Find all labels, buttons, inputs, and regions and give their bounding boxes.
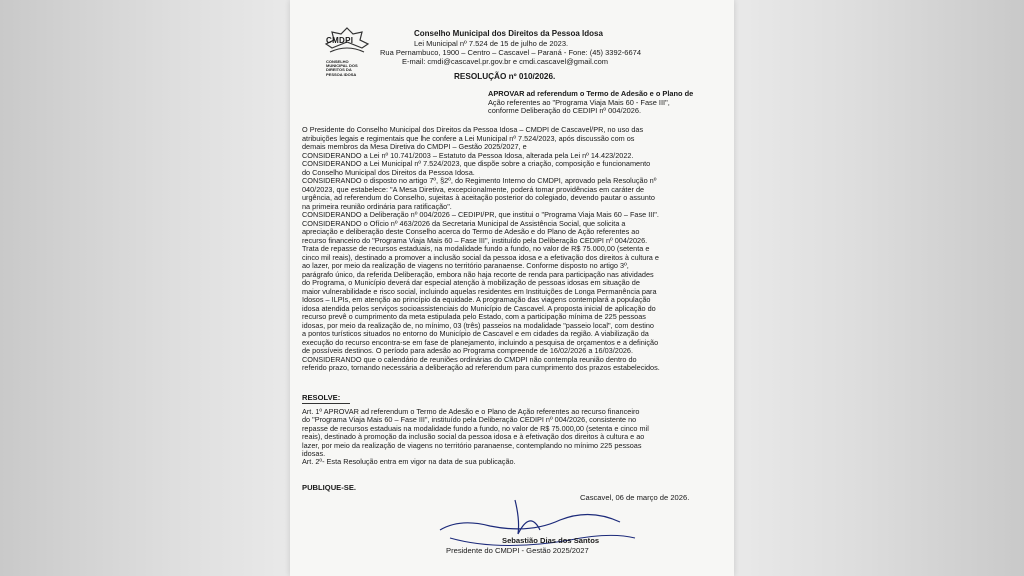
body-text	[302, 126, 722, 373]
body-line: O Presidente do Conselho Municipal dos Direitos da Pessoa Idosa – CMDPI de Cascavel/PR, no uso das	[302, 125, 644, 134]
article-line: lazer, por meio da realização de viagens no território paranaense, contemplando no mínimo 225 pessoas	[302, 440, 642, 450]
body-line: urgência, ad referendum do Conselho, sujeitas à aceitação posterior do colegiado, devendo pautar o assunto	[302, 193, 655, 202]
body-line: CONSIDERANDO que o calendário de reuniões ordinárias do CMDPI não contempla reunião dentro do	[302, 354, 637, 364]
body-line: apreciação e deliberação deste Conselho acerca do Termo de Adesão e do Plano de Ação referentes ao	[302, 227, 640, 236]
law-reference: Lei Municipal nº 7.524 de 15 de julho de 2023.	[414, 39, 569, 48]
body-line: ao lazer, por meio da realização de viagens no território paranaense. Conforme disposto no artigo 3º,	[302, 261, 629, 270]
handwritten-signature	[420, 490, 650, 570]
body-line: recurso prevê o cumprimento da meta estipulada pelo Estado, com a participação mínima de 225 pessoas	[302, 312, 646, 321]
body-line: idosa atendida pelos serviços socioassistenciais do Município de Cascavel. A proposta inicial de aplicação do	[302, 303, 656, 313]
blurred-right-margin	[734, 0, 1024, 576]
body-line: idosas, por meio da realização de, no mínimo, 03 (três) passeios na modalidade "passeio local", com destino	[302, 320, 654, 330]
blurred-left-margin	[0, 0, 290, 576]
body-line: recurso financeiro do "Programa Viaja Mais 60 – Fase III", instituído pela Deliberação CEDIPI nº 004/2026.	[302, 235, 648, 245]
article-line: Art. 2º- Esta Resolução entra em vigor na data de sua publicação.	[302, 457, 516, 467]
ementa-line: conforme Deliberação do CEDIPI nº 004/2026.	[488, 106, 642, 116]
email: E-mail: cmdi@cascavel.pr.gov.br e cmdi.cascavel@gmail.com	[402, 57, 608, 66]
body-line: do Programa, o Município deverá dar especial atenção à mobilização de pessoas idosas em situação de	[302, 278, 640, 287]
body-line: cinco mil reais), destinado a promover a inclusão social da pessoa idosa e a efetivação dos direitos à cultura e	[302, 252, 659, 262]
ementa-line: APROVAR ad referendum o Termo de Adesão e o Plano de	[488, 89, 694, 98]
resolution-title: RESOLUÇÃO nº 010/2026.	[454, 72, 556, 81]
publique-se: PUBLIQUE-SE.	[302, 483, 357, 492]
logo-subtitle: CONSELHO MUNICIPAL DOS DIREITOS DA PESSOA IDOSA	[326, 59, 358, 77]
body-line: parágrafo único, da referida Deliberação, embora não haja recorte de renda para participação nas atividades	[302, 269, 654, 279]
article-line: Art. 1º APROVAR ad referendum o Termo de Adesão e o Plano de Ação referentes ao recurso financeiro	[302, 407, 640, 416]
articles	[302, 408, 722, 467]
org-name: Conselho Municipal dos Direitos da Pessoa Idosa	[414, 29, 603, 38]
body-line: de possíveis destinos. O período para adesão ao Programa compreende de 16/02/2026 a 16/03/2026.	[302, 346, 634, 355]
body-line: referido prazo, tornando necessária a deliberação ad referendum para cumprimento dos prazos estabelecidos.	[302, 363, 660, 372]
ementa	[488, 90, 728, 116]
body-line: CONSIDERANDO a Lei nº 10.741/2003 – Estatuto da Pessoa Idosa, alterada pela Lei nº 14.423/2022.	[302, 150, 634, 160]
document-page	[290, 0, 734, 576]
body-line: Trata de repasse de recursos estaduais, na modalidade fundo a fundo, no valor de R$ 75.000,00 (setenta e	[302, 244, 650, 253]
body-line: CONSIDERANDO o disposto no artigo 7º, §2º, do Regimento Interno do CMDPI, aprovado pela Resolução nº	[302, 176, 657, 185]
body-line: 040/2023, que estabelece: "A Mesa Diretiva, excepcionalmente, poderá tomar providências em caráter de	[302, 184, 645, 194]
signatory-name: Sebastião Dias dos Santos	[502, 536, 600, 545]
body-line: na primeira reunião ordinária para ratificação".	[302, 201, 452, 211]
address: Rua Pernambuco, 1900 – Centro – Cascavel – Paraná - Fone: (45) 3392-6674	[380, 48, 641, 57]
body-line: demais membros da Mesa Diretiva do CMDPI – Gestão 2025/2027, e	[302, 142, 527, 151]
body-line: CONSIDERANDO a Lei Municipal nº 7.524/2023, que dispõe sobre a criação, composição e funcionamento	[302, 159, 651, 168]
body-line: a pontos turísticos situados no entorno do Município de Cascavel e em cidades da região. A viabilização da	[302, 329, 649, 338]
article-line: repasse de recursos estaduais na modalidade fundo a fundo, no valor de R$ 75.000,00 (setenta e cinco mil	[302, 423, 649, 433]
signatory-role: Presidente do CMDPI - Gestão 2025/2027	[446, 546, 589, 555]
article-line: idosas.	[302, 449, 326, 459]
logo-text: CMDPI	[326, 36, 354, 45]
body-line: maior vulnerabilidade e risco social, incluindo aquelas residentes em Instituições de Longa Permanência para	[302, 286, 657, 296]
body-line: execução do recurso encontra-se em fase de planejamento, incluindo a pesquisa de orçamentos e a definição	[302, 337, 659, 347]
body-line: CONSIDERANDO a Deliberação nº 004/2026 – CEDIPI/PR, que institui o "Programa Viaja Mais 60 – Fase III".	[302, 210, 659, 219]
body-line: do Conselho Municipal dos Direitos da Pessoa Idosa.	[302, 167, 475, 177]
article-line: reais), destinado à promoção da inclusão social da pessoa idosa e à efetivação dos direitos à cultura e ao	[302, 432, 645, 442]
body-line: atribuições legais e regimentais que lhe confere a Lei Municipal nº 7.524/2023, após discussão com os	[302, 133, 635, 143]
resolve-underline	[302, 403, 350, 404]
body-line: Idosos – ILPIs, em atenção ao princípio da equidade. A programação das viagens contemplará a população	[302, 295, 651, 304]
ementa-line: Ação referentes ao "Programa Viaja Mais 60 - Fase III",	[488, 97, 670, 107]
body-line: CONSIDERANDO o Ofício nº 463/2026 da Secretaria Municipal de Assistência Social, que solicita a	[302, 218, 626, 228]
resolve-heading: RESOLVE:	[302, 393, 341, 402]
date-line: Cascavel, 06 de março de 2026.	[580, 493, 690, 502]
article-line: do "Programa Viaja Mais 60 – Fase III", instituído pela Deliberação CEDIPI nº 004/2026, consistente no	[302, 415, 637, 425]
